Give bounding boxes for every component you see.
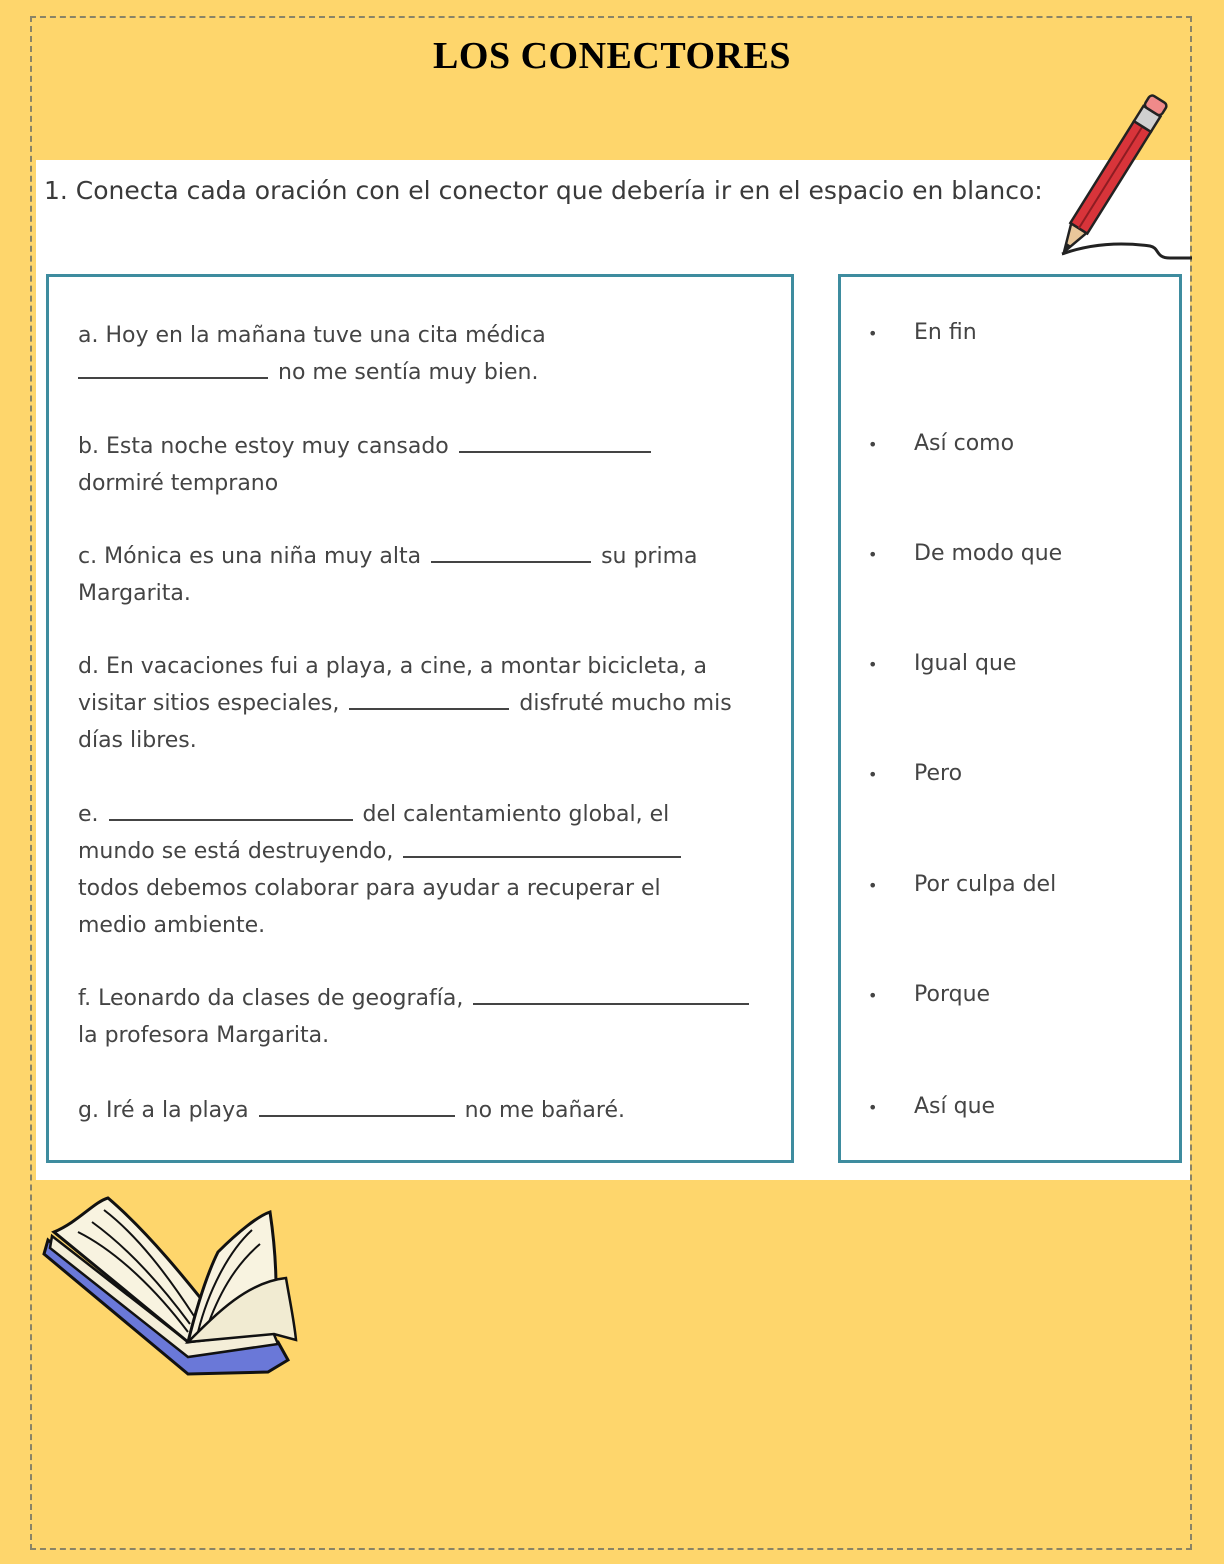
option-por-culpa-del[interactable]: • Por culpa del xyxy=(868,872,1057,897)
sentence-d-line1: d. En vacaciones fui a playa, a cine, a montar bicicleta, a xyxy=(78,654,707,679)
sentence-e-line1a: e. xyxy=(78,802,99,827)
option-asi-como[interactable]: • Así como xyxy=(868,431,1015,456)
option-igual-que[interactable]: • Igual que xyxy=(868,651,1017,676)
sentence-c-line2: Margarita. xyxy=(78,581,191,606)
sentence-a-line1: a. Hoy en la mañana tuve una cita médica xyxy=(78,323,546,348)
sentence-g-line1a: g. Iré a la playa xyxy=(78,1098,249,1123)
sentence-d-line3: días libres. xyxy=(78,728,197,753)
blank-d[interactable] xyxy=(349,686,509,710)
option-asi-que[interactable]: • Así que xyxy=(868,1094,996,1119)
sentence-a xyxy=(78,317,778,391)
sentence-g xyxy=(78,1092,778,1129)
blank-b[interactable] xyxy=(459,429,651,453)
sentence-e-line2a: mundo se está destruyendo, xyxy=(78,839,394,864)
option-porque[interactable]: • Porque xyxy=(868,982,991,1007)
blank-f[interactable] xyxy=(473,981,749,1005)
blank-e2[interactable] xyxy=(403,834,681,858)
sentence-d xyxy=(78,648,778,759)
sentence-b-line1: b. Esta noche estoy muy cansado xyxy=(78,434,449,459)
sentence-c-line1a: c. Mónica es una niña muy alta xyxy=(78,544,422,569)
sentence-e-line1b: del calentamiento global, el xyxy=(362,802,670,827)
blank-g[interactable] xyxy=(259,1093,455,1117)
sentence-d-line2b: disfruté mucho mis xyxy=(519,691,732,716)
open-book-icon xyxy=(38,1192,303,1382)
options-box xyxy=(838,274,1182,1163)
blank-a[interactable] xyxy=(78,355,268,379)
page-title: LOS CONECTORES xyxy=(433,35,791,77)
sentence-f xyxy=(78,980,778,1054)
option-en-fin[interactable]: • En fin xyxy=(868,320,977,345)
sentence-c-line1b: su prima xyxy=(601,544,698,569)
sentence-e-line3: todos debemos colaborar para ayudar a recuperar el xyxy=(78,876,661,901)
sentence-f-line1: f. Leonardo da clases de geografía, xyxy=(78,986,464,1011)
sentence-b-line2: dormiré temprano xyxy=(78,471,279,496)
sentence-f-line2: la profesora Margarita. xyxy=(78,1023,330,1048)
sentence-c xyxy=(78,538,778,612)
sentence-a-line2: no me sentía muy bien. xyxy=(278,360,539,385)
option-de-modo-que[interactable]: • De modo que xyxy=(868,541,1063,566)
sentence-e xyxy=(78,796,778,944)
sentence-b xyxy=(78,428,778,502)
blank-c[interactable] xyxy=(431,539,591,563)
instruction-text: 1. Conecta cada oración con el conector que debería ir en el espacio en blanco: xyxy=(44,176,1043,205)
sentence-d-line2a: visitar sitios especiales, xyxy=(78,691,340,716)
sentence-g-line1b: no me bañaré. xyxy=(464,1098,625,1123)
option-pero[interactable]: • Pero xyxy=(868,761,963,786)
blank-e1[interactable] xyxy=(109,797,353,821)
pencil-icon xyxy=(1050,92,1195,267)
sentence-e-line4: medio ambiente. xyxy=(78,913,266,938)
